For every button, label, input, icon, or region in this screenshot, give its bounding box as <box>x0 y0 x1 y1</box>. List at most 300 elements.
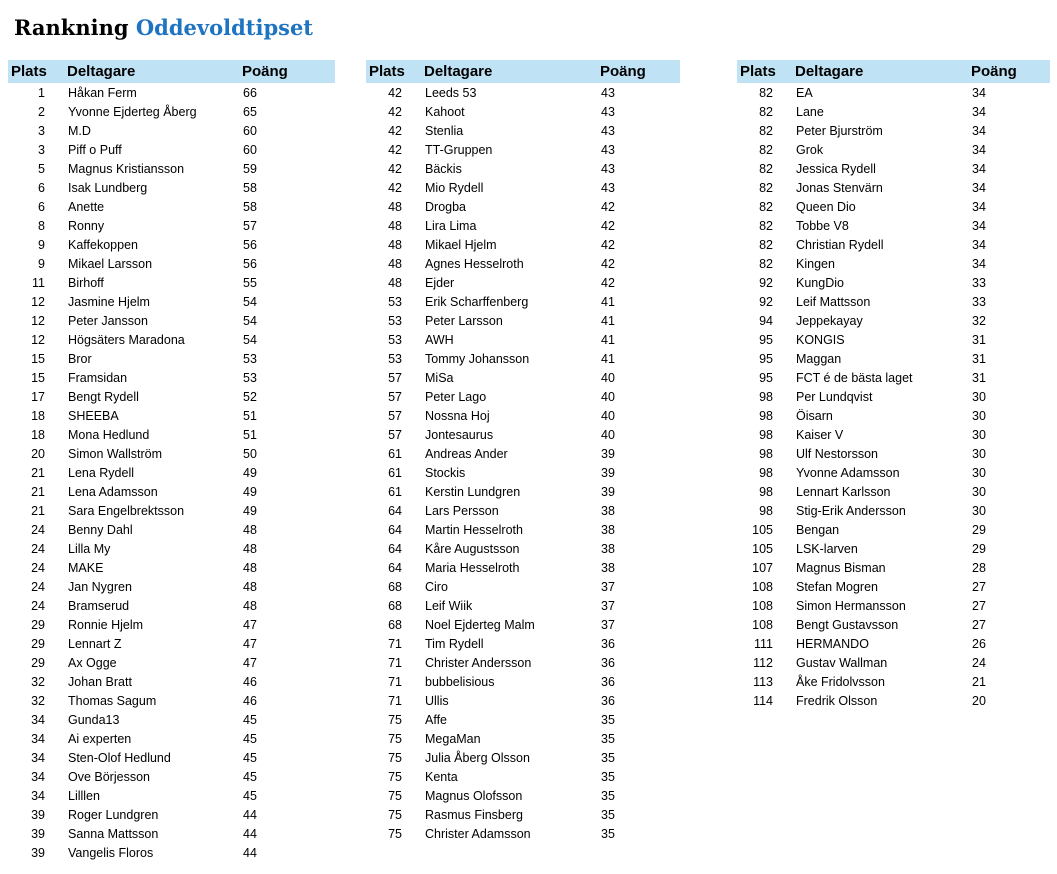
cell-plats: 9 <box>38 237 45 252</box>
table-row <box>366 805 680 824</box>
cell-deltagare: Magnus Bisman <box>796 560 886 575</box>
cell-plats: 24 <box>31 522 45 537</box>
cell-plats: 108 <box>752 598 773 613</box>
cell-deltagare: Kenta <box>425 769 458 784</box>
table-row <box>8 672 335 691</box>
table-row <box>366 254 680 273</box>
title-prefix: Rankning <box>14 15 129 40</box>
cell-poang: 35 <box>601 731 615 746</box>
cell-plats: 42 <box>388 123 402 138</box>
cell-poang: 34 <box>972 85 986 100</box>
cell-plats: 98 <box>759 465 773 480</box>
cell-deltagare: Peter Bjurström <box>796 123 883 138</box>
header-deltagare: Deltagare <box>424 60 600 83</box>
cell-plats: 29 <box>31 655 45 670</box>
cell-poang: 44 <box>243 845 257 860</box>
cell-plats: 24 <box>31 579 45 594</box>
cell-deltagare: Lennart Z <box>68 636 122 651</box>
cell-poang: 29 <box>972 522 986 537</box>
cell-deltagare: Maggan <box>796 351 842 366</box>
table-row <box>8 539 335 558</box>
cell-plats: 15 <box>31 351 45 366</box>
cell-poang: 54 <box>243 294 257 309</box>
cell-deltagare: Framsidan <box>68 370 128 385</box>
cell-plats: 98 <box>759 503 773 518</box>
cell-deltagare: Birhoff <box>68 275 104 290</box>
table-row <box>737 539 1050 558</box>
cell-plats: 15 <box>31 370 45 385</box>
table-row <box>8 596 335 615</box>
table-row <box>737 330 1050 349</box>
cell-poang: 48 <box>243 598 257 613</box>
cell-plats: 113 <box>753 674 773 689</box>
table-row <box>8 729 335 748</box>
table-row <box>366 406 680 425</box>
cell-poang: 30 <box>972 408 986 423</box>
header-row <box>8 60 335 83</box>
cell-deltagare: Simon Hermansson <box>796 598 906 613</box>
cell-poang: 58 <box>243 180 257 195</box>
table-row <box>8 121 335 140</box>
cell-deltagare: Affe <box>425 712 448 727</box>
cell-poang: 34 <box>972 161 986 176</box>
table-row <box>366 653 680 672</box>
cell-deltagare: Leif Mattsson <box>796 294 871 309</box>
table-row <box>8 577 335 596</box>
cell-deltagare: Tobbe V8 <box>796 218 849 233</box>
page-title <box>14 14 313 42</box>
ranking-table-1 <box>8 60 335 862</box>
cell-plats: 17 <box>31 389 45 404</box>
table-row <box>8 178 335 197</box>
cell-deltagare: LSK-larven <box>796 541 858 556</box>
table-row <box>737 273 1050 292</box>
cell-plats: 95 <box>759 370 773 385</box>
cell-poang: 35 <box>601 788 615 803</box>
cell-poang: 47 <box>243 655 257 670</box>
cell-plats: 68 <box>388 598 402 613</box>
cell-poang: 41 <box>601 313 615 328</box>
table-row <box>737 254 1050 273</box>
cell-deltagare: Kåre Augustsson <box>425 541 520 556</box>
table-row <box>366 273 680 292</box>
cell-plats: 42 <box>388 161 402 176</box>
cell-plats: 105 <box>752 541 773 556</box>
cell-plats: 107 <box>752 560 773 575</box>
table-row <box>366 786 680 805</box>
cell-poang: 54 <box>243 332 257 347</box>
cell-deltagare: Bengt Gustavsson <box>796 617 899 632</box>
cell-deltagare: Noel Ejderteg Malm <box>425 617 535 632</box>
cell-plats: 82 <box>759 104 773 119</box>
cell-deltagare: Jan Nygren <box>68 579 132 594</box>
cell-plats: 94 <box>759 313 773 328</box>
cell-poang: 52 <box>243 389 257 404</box>
cell-plats: 61 <box>388 465 402 480</box>
cell-poang: 46 <box>243 674 257 689</box>
cell-poang: 65 <box>243 104 257 119</box>
cell-plats: 75 <box>388 712 402 727</box>
header-deltagare: Deltagare <box>795 60 971 83</box>
table-row <box>8 824 335 843</box>
table-row <box>366 672 680 691</box>
table-row <box>8 368 335 387</box>
cell-plats: 82 <box>759 237 773 252</box>
cell-plats: 18 <box>31 427 45 442</box>
cell-deltagare: Leif Wiik <box>425 598 473 613</box>
cell-plats: 20 <box>31 446 45 461</box>
cell-poang: 29 <box>972 541 986 556</box>
cell-deltagare: Isak Lundberg <box>68 180 148 195</box>
cell-poang: 45 <box>243 750 257 765</box>
header-deltagare: Deltagare <box>67 60 242 83</box>
cell-deltagare: Leeds 53 <box>425 85 477 100</box>
cell-poang: 30 <box>972 503 986 518</box>
cell-deltagare: Magnus Olofsson <box>425 788 523 803</box>
table-row <box>737 444 1050 463</box>
cell-poang: 42 <box>601 256 615 271</box>
cell-plats: 53 <box>388 351 402 366</box>
cell-deltagare: Yvonne Ejderteg Åberg <box>68 104 197 119</box>
cell-deltagare: Mona Hedlund <box>68 427 150 442</box>
cell-deltagare: Ronny <box>68 218 105 233</box>
cell-poang: 43 <box>601 180 615 195</box>
table-row <box>8 159 335 178</box>
cell-deltagare: Åke Fridolvsson <box>796 674 885 689</box>
table-row <box>8 843 335 862</box>
table-row <box>737 615 1050 634</box>
table-row <box>737 197 1050 216</box>
cell-poang: 34 <box>972 256 986 271</box>
cell-plats: 112 <box>753 655 773 670</box>
cell-deltagare: Lena Adamsson <box>68 484 158 499</box>
cell-plats: 1 <box>38 85 45 100</box>
table-row <box>737 634 1050 653</box>
table-row <box>737 102 1050 121</box>
cell-poang: 57 <box>243 218 257 233</box>
cell-plats: 111 <box>753 636 773 651</box>
table-row <box>366 710 680 729</box>
cell-poang: 35 <box>601 712 615 727</box>
cell-poang: 36 <box>601 655 615 670</box>
cell-plats: 2 <box>38 104 45 119</box>
table-row <box>737 558 1050 577</box>
cell-deltagare: Stenlia <box>425 123 464 138</box>
cell-deltagare: Simon Wallström <box>68 446 162 461</box>
cell-poang: 37 <box>601 617 615 632</box>
cell-poang: 43 <box>601 85 615 100</box>
cell-deltagare: Ulf Nestorsson <box>796 446 878 461</box>
cell-plats: 105 <box>752 522 773 537</box>
header-row <box>366 60 680 83</box>
table-row <box>366 216 680 235</box>
cell-deltagare: Yvonne Adamsson <box>796 465 900 480</box>
cell-poang: 42 <box>601 237 615 252</box>
cell-poang: 30 <box>972 484 986 499</box>
title-name: Oddevoldtipset <box>135 15 314 40</box>
table-row <box>366 558 680 577</box>
cell-deltagare: Julia Åberg Olsson <box>425 750 530 765</box>
cell-deltagare: Drogba <box>425 199 466 214</box>
cell-deltagare: Peter Jansson <box>68 313 148 328</box>
cell-deltagare: Piff o Puff <box>68 142 122 157</box>
table-row <box>737 349 1050 368</box>
cell-plats: 24 <box>31 560 45 575</box>
cell-poang: 53 <box>243 351 257 366</box>
cell-plats: 61 <box>388 484 402 499</box>
cell-poang: 51 <box>243 408 257 423</box>
cell-plats: 98 <box>759 408 773 423</box>
cell-poang: 41 <box>601 294 615 309</box>
table-row <box>366 539 680 558</box>
cell-plats: 8 <box>38 218 45 233</box>
table-row <box>8 235 335 254</box>
cell-deltagare: TT-Gruppen <box>425 142 493 157</box>
cell-poang: 40 <box>601 389 615 404</box>
cell-deltagare: M.D <box>68 123 91 138</box>
cell-poang: 40 <box>601 370 615 385</box>
cell-poang: 46 <box>243 693 257 708</box>
cell-plats: 53 <box>388 332 402 347</box>
cell-plats: 34 <box>31 769 45 784</box>
cell-deltagare: HERMANDO <box>796 636 869 651</box>
table-row <box>8 216 335 235</box>
table-row <box>8 83 335 102</box>
cell-deltagare: MiSa <box>425 370 454 385</box>
table-row <box>366 102 680 121</box>
table-row <box>366 520 680 539</box>
table-row <box>366 159 680 178</box>
cell-plats: 39 <box>31 807 45 822</box>
cell-deltagare: Kaiser V <box>796 427 844 442</box>
cell-deltagare: Anette <box>68 199 105 214</box>
cell-deltagare: EA <box>796 85 813 100</box>
cell-deltagare: Stig-Erik Andersson <box>796 503 906 518</box>
table-row <box>8 482 335 501</box>
cell-poang: 49 <box>243 465 257 480</box>
table-row <box>366 178 680 197</box>
table-row <box>737 577 1050 596</box>
cell-plats: 64 <box>388 522 402 537</box>
table-row <box>366 482 680 501</box>
cell-deltagare: Magnus Kristiansson <box>68 161 185 176</box>
cell-poang: 42 <box>601 275 615 290</box>
cell-poang: 33 <box>972 294 986 309</box>
cell-deltagare: Ai experten <box>68 731 132 746</box>
cell-plats: 82 <box>759 161 773 176</box>
cell-deltagare: Roger Lundgren <box>68 807 159 822</box>
cell-deltagare: Gunda13 <box>68 712 120 727</box>
cell-poang: 34 <box>972 180 986 195</box>
cell-deltagare: Bengan <box>796 522 840 537</box>
cell-poang: 27 <box>972 598 986 613</box>
cell-poang: 60 <box>243 142 257 157</box>
table-body <box>8 83 335 862</box>
cell-deltagare: Benny Dahl <box>68 522 133 537</box>
table-row <box>366 444 680 463</box>
cell-plats: 18 <box>31 408 45 423</box>
cell-deltagare: FCT é de bästa laget <box>796 370 913 385</box>
table-row <box>8 634 335 653</box>
cell-deltagare: Mio Rydell <box>425 180 484 195</box>
cell-plats: 98 <box>759 427 773 442</box>
cell-poang: 39 <box>601 484 615 499</box>
cell-deltagare: Bengt Rydell <box>68 389 139 404</box>
cell-deltagare: Vangelis Floros <box>68 845 154 860</box>
table-row <box>737 368 1050 387</box>
cell-plats: 75 <box>388 769 402 784</box>
cell-deltagare: Ullis <box>425 693 449 708</box>
table-row <box>366 197 680 216</box>
cell-deltagare: Tim Rydell <box>425 636 484 651</box>
cell-plats: 57 <box>388 408 402 423</box>
table-row <box>737 235 1050 254</box>
cell-poang: 48 <box>243 579 257 594</box>
cell-deltagare: Erik Scharffenberg <box>425 294 529 309</box>
cell-plats: 71 <box>388 655 402 670</box>
cell-plats: 61 <box>388 446 402 461</box>
cell-deltagare: Stockis <box>425 465 466 480</box>
cell-poang: 33 <box>972 275 986 290</box>
table-row <box>737 83 1050 102</box>
cell-plats: 42 <box>388 104 402 119</box>
cell-deltagare: Peter Larsson <box>425 313 503 328</box>
cell-plats: 3 <box>38 142 45 157</box>
cell-poang: 35 <box>601 826 615 841</box>
cell-plats: 24 <box>31 541 45 556</box>
cell-plats: 75 <box>388 788 402 803</box>
cell-plats: 82 <box>759 199 773 214</box>
table-row <box>8 653 335 672</box>
cell-deltagare: Stefan Mogren <box>796 579 878 594</box>
cell-plats: 57 <box>388 370 402 385</box>
cell-plats: 6 <box>38 180 45 195</box>
cell-deltagare: Maria Hesselroth <box>425 560 520 575</box>
cell-poang: 50 <box>243 446 257 461</box>
cell-plats: 68 <box>388 617 402 632</box>
table-row <box>366 577 680 596</box>
cell-poang: 47 <box>243 636 257 651</box>
cell-poang: 37 <box>601 598 615 613</box>
cell-poang: 38 <box>601 503 615 518</box>
cell-poang: 38 <box>601 541 615 556</box>
table-row <box>737 178 1050 197</box>
table-row <box>8 558 335 577</box>
cell-plats: 92 <box>759 294 773 309</box>
cell-deltagare: MAKE <box>68 560 104 575</box>
table-row <box>737 406 1050 425</box>
header-plats: Plats <box>366 60 424 83</box>
cell-plats: 5 <box>38 161 45 176</box>
header-poang: Poäng <box>971 60 1050 83</box>
cell-deltagare: Per Lundqvist <box>796 389 873 404</box>
cell-poang: 41 <box>601 351 615 366</box>
cell-poang: 35 <box>601 807 615 822</box>
cell-poang: 41 <box>601 332 615 347</box>
cell-plats: 48 <box>388 237 402 252</box>
cell-plats: 42 <box>388 85 402 100</box>
cell-poang: 49 <box>243 503 257 518</box>
cell-poang: 36 <box>601 636 615 651</box>
cell-poang: 47 <box>243 617 257 632</box>
cell-plats: 82 <box>759 142 773 157</box>
table-row <box>8 406 335 425</box>
cell-plats: 21 <box>31 484 45 499</box>
cell-plats: 71 <box>388 636 402 651</box>
cell-plats: 34 <box>31 712 45 727</box>
table-row <box>366 311 680 330</box>
cell-plats: 34 <box>31 731 45 746</box>
table-row <box>8 425 335 444</box>
header-plats: Plats <box>8 60 67 83</box>
table-row <box>8 311 335 330</box>
cell-poang: 21 <box>972 674 986 689</box>
table-row <box>366 140 680 159</box>
table-row <box>737 140 1050 159</box>
table-row <box>737 159 1050 178</box>
table-row <box>366 425 680 444</box>
cell-poang: 45 <box>243 712 257 727</box>
table-row <box>737 311 1050 330</box>
table-row <box>8 273 335 292</box>
cell-poang: 48 <box>243 541 257 556</box>
cell-poang: 34 <box>972 218 986 233</box>
cell-plats: 71 <box>388 674 402 689</box>
table-body <box>366 83 680 843</box>
table-row <box>366 235 680 254</box>
table-row <box>737 501 1050 520</box>
cell-plats: 75 <box>388 807 402 822</box>
cell-poang: 44 <box>243 807 257 822</box>
cell-poang: 45 <box>243 769 257 784</box>
table-row <box>737 121 1050 140</box>
table-row <box>737 596 1050 615</box>
cell-plats: 6 <box>38 199 45 214</box>
cell-deltagare: MegaMan <box>425 731 481 746</box>
table-row <box>366 83 680 102</box>
table-row <box>366 729 680 748</box>
cell-plats: 108 <box>752 579 773 594</box>
cell-plats: 42 <box>388 180 402 195</box>
cell-poang: 34 <box>972 142 986 157</box>
table-body <box>737 83 1050 710</box>
cell-poang: 60 <box>243 123 257 138</box>
cell-poang: 35 <box>601 769 615 784</box>
cell-poang: 34 <box>972 237 986 252</box>
table-row <box>366 596 680 615</box>
table-row <box>737 482 1050 501</box>
table-row <box>8 292 335 311</box>
cell-deltagare: Tommy Johansson <box>425 351 530 366</box>
cell-deltagare: Lilllen <box>68 788 100 803</box>
header-poang: Poäng <box>600 60 680 83</box>
cell-poang: 66 <box>243 85 257 100</box>
cell-plats: 98 <box>759 446 773 461</box>
cell-plats: 21 <box>31 503 45 518</box>
cell-deltagare: Ejder <box>425 275 455 290</box>
cell-plats: 42 <box>388 142 402 157</box>
cell-poang: 43 <box>601 142 615 157</box>
cell-deltagare: Andreas Ander <box>425 446 508 461</box>
cell-plats: 108 <box>752 617 773 632</box>
cell-poang: 39 <box>601 465 615 480</box>
table-row <box>8 463 335 482</box>
cell-deltagare: Peter Lago <box>425 389 487 404</box>
cell-poang: 48 <box>243 560 257 575</box>
cell-plats: 53 <box>388 313 402 328</box>
cell-deltagare: Lena Rydell <box>68 465 135 480</box>
cell-poang: 54 <box>243 313 257 328</box>
